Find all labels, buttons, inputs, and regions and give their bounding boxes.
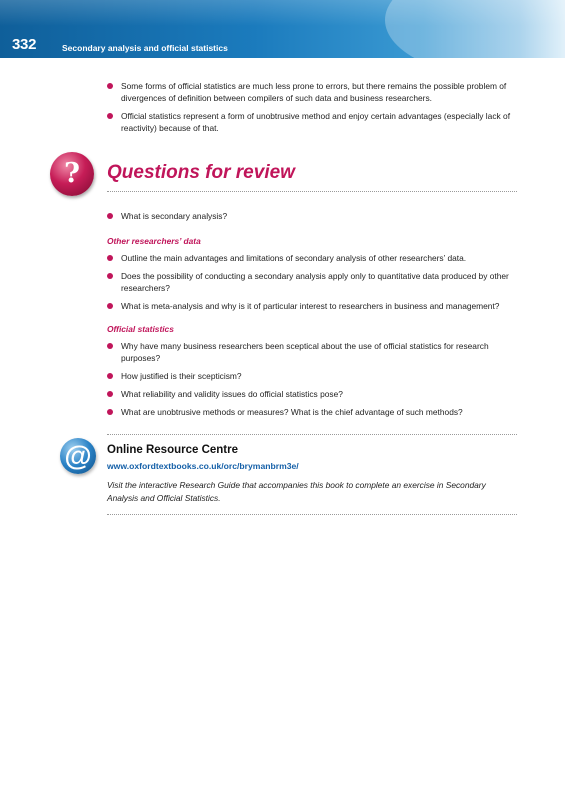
at-sign-icon: @ xyxy=(60,438,96,474)
list-item xyxy=(107,80,517,104)
list-item-text: Does the possibility of conducting a secondary analysis apply only to quantitative data produced by other researchers? xyxy=(121,271,509,293)
bullet-dot xyxy=(107,273,113,279)
list-item xyxy=(107,388,517,400)
header-curve-decoration xyxy=(385,0,565,58)
resource-divider-bottom xyxy=(107,514,517,515)
running-head: Secondary analysis and official statistics xyxy=(62,43,228,53)
list-item-text: What is meta-analysis and why is it of particular interest to researchers in business and management? xyxy=(121,301,500,311)
list-item xyxy=(107,252,517,264)
resource-description: Visit the interactive Research Guide that accompanies this book to complete an exercise in Secondary Analysis and Official Statistics. xyxy=(107,480,486,503)
list-item xyxy=(107,110,517,134)
list-item xyxy=(107,370,517,382)
bullet-dot xyxy=(107,113,113,119)
list-item xyxy=(107,406,517,418)
list-item xyxy=(107,300,517,312)
resource-title: Online Resource Centre xyxy=(107,444,239,456)
page-number: 332 xyxy=(12,36,37,53)
summary-bullets xyxy=(107,80,517,140)
resource-divider-top xyxy=(107,434,517,435)
bullet-dot xyxy=(107,255,113,261)
page-header xyxy=(0,0,565,58)
list-item xyxy=(107,340,517,364)
bullet-dot xyxy=(107,303,113,309)
bullet-dot xyxy=(107,409,113,415)
bullet-dot xyxy=(107,213,113,219)
bullet-dot xyxy=(107,373,113,379)
list-item xyxy=(107,210,517,222)
list-item-text: How justified is their scepticism? xyxy=(121,371,242,381)
bullet-dot xyxy=(107,83,113,89)
general-questions xyxy=(107,210,517,228)
question-mark-icon: ? xyxy=(50,152,94,196)
subheading-other-researchers-data: Other researchers’ data xyxy=(107,236,201,246)
bullet-dot xyxy=(107,343,113,349)
list-item-text: Some forms of official statistics are much less prone to errors, but there remains the possible problem of divergences of definition between compilers of such data and business researchers. xyxy=(121,81,507,103)
subheading-official-statistics: Official statistics xyxy=(107,324,174,334)
list-item xyxy=(107,270,517,294)
list-item-text: Outline the main advantages and limitations of secondary analysis of other researchers’ data. xyxy=(121,253,467,263)
section-divider xyxy=(107,191,517,192)
official-statistics-questions xyxy=(107,340,517,424)
list-item-text: Why have many business researchers been sceptical about the use of official statistics for research purposes? xyxy=(121,341,489,363)
list-item-text: What is secondary analysis? xyxy=(121,211,228,221)
resource-url-link[interactable]: www.oxfordtextbooks.co.uk/orc/brymanbrm3e/ xyxy=(107,461,299,471)
list-item-text: Official statistics represent a form of unobtrusive method and enjoy certain advantages (especially lack of reactivity) because of that. xyxy=(121,111,511,133)
other-researchers-questions xyxy=(107,252,517,318)
list-item-text: What are unobtrusive methods or measures? What is the chief advantage of such methods? xyxy=(121,407,463,417)
bullet-dot xyxy=(107,391,113,397)
section-title: Questions for review xyxy=(107,162,295,183)
list-item-text: What reliability and validity issues do official statistics pose? xyxy=(121,389,343,399)
